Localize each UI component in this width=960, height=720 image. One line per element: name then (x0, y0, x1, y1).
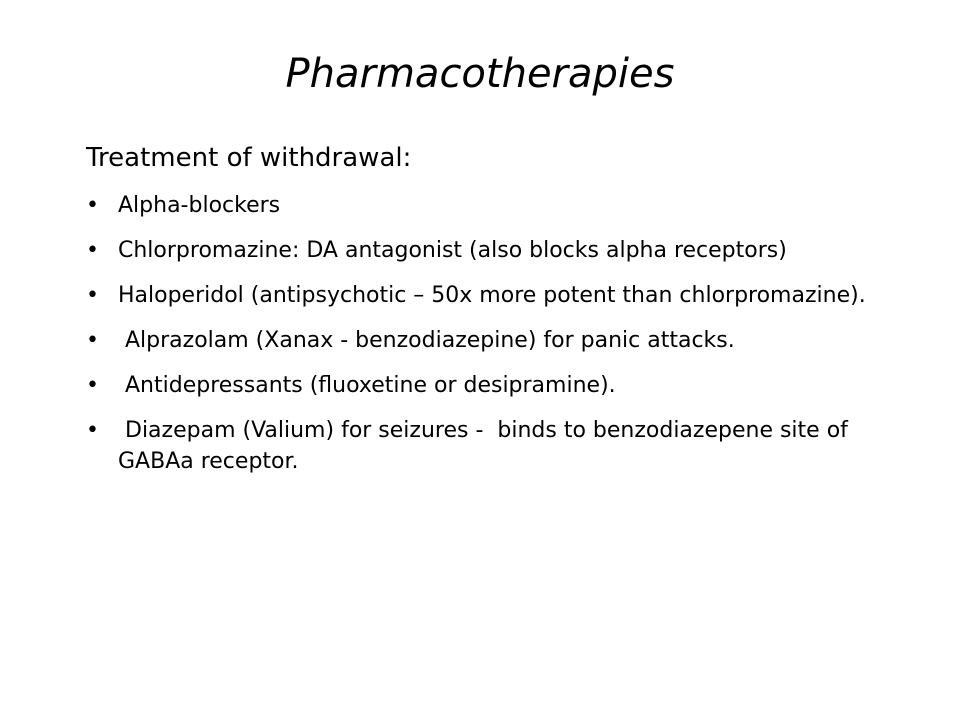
slide-subheading: Treatment of withdrawal: (86, 143, 412, 173)
bullet-icon: • (86, 193, 99, 218)
bullet-item-chlorpromazine (86, 235, 886, 266)
bullet-icon: • (86, 283, 99, 308)
bullet-list (86, 190, 886, 491)
bullet-icon: • (86, 238, 99, 263)
bullet-text: Alpha-blockers (118, 193, 281, 218)
bullet-icon: • (86, 328, 99, 353)
bullet-item-antidepressants (86, 370, 886, 401)
bullet-item-alprazolam (86, 325, 886, 356)
bullet-text: Diazepam (Valium) for seizures - binds to benzodiazepene site of GABAa receptor. (118, 418, 855, 474)
bullet-item-haloperidol (86, 280, 886, 311)
slide-title: Pharmacotherapies (285, 51, 675, 97)
bullet-item-diazepam (86, 415, 886, 477)
bullet-item-alpha-blockers (86, 190, 886, 221)
bullet-text: Chlorpromazine: DA antagonist (also blocks alpha receptors) (118, 238, 787, 263)
bullet-text: Alprazolam (Xanax - benzodiazepine) for panic attacks. (118, 328, 735, 353)
bullet-icon: • (86, 418, 99, 443)
bullet-text: Antidepressants (fluoxetine or desipramine). (118, 373, 616, 398)
bullet-text: Haloperidol (antipsychotic – 50x more potent than chlorpromazine). (118, 283, 866, 308)
bullet-icon: • (86, 373, 99, 398)
